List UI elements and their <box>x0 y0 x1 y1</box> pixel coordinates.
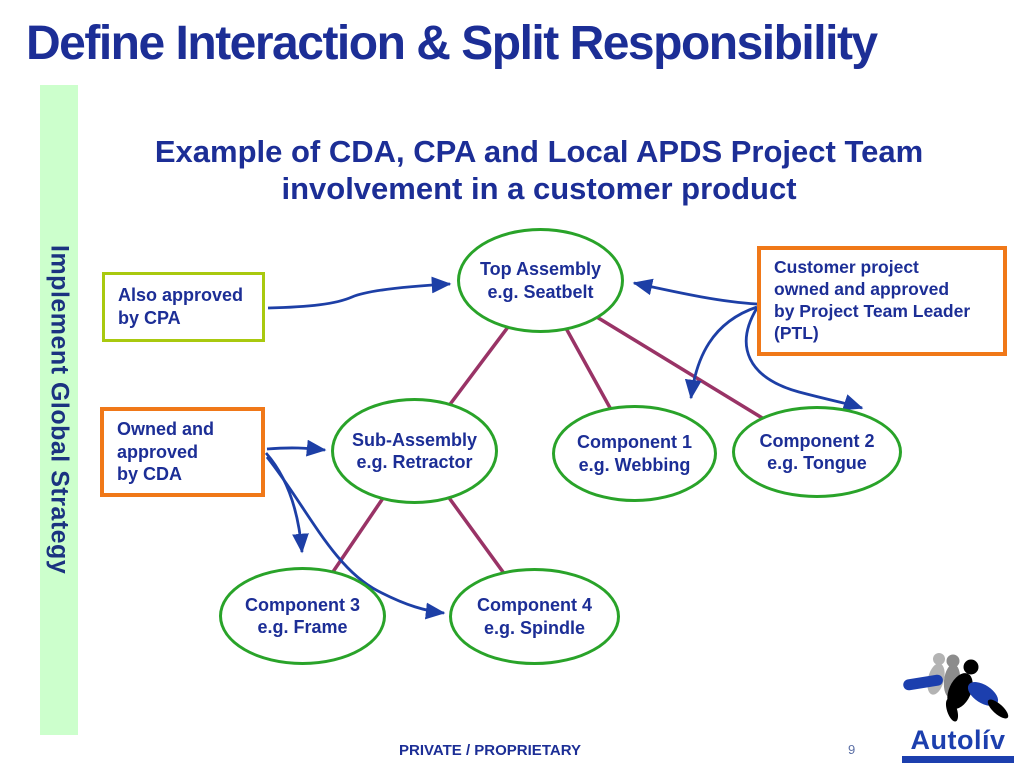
node-sub-assembly <box>331 398 498 504</box>
node-label: e.g. Tongue <box>767 453 867 473</box>
logo-underline-bar <box>902 756 1014 763</box>
node-component-1 <box>552 405 717 502</box>
node-component-2 <box>732 406 902 498</box>
node-top-assembly <box>457 228 624 333</box>
node-label: Top Assembly <box>479 259 602 279</box>
node-label: Component 1 <box>577 432 692 452</box>
node-label: Component 4 <box>477 595 592 615</box>
label-line: (PTL) <box>774 322 819 343</box>
node-component-4 <box>449 568 620 665</box>
page-number: 9 <box>848 742 856 757</box>
label-box-cpa <box>102 272 265 342</box>
node-label: Component 2 <box>759 430 875 451</box>
label-line: Also approved <box>118 285 244 306</box>
node-label: Component 3 <box>245 594 360 615</box>
arrow-cpa-to-top <box>268 284 450 308</box>
arrow-customer-to-top <box>634 283 757 304</box>
label-line: approved <box>117 441 199 462</box>
label-line: owned and approved <box>774 279 950 300</box>
node-label: e.g. Frame <box>257 617 348 637</box>
node-label: e.g. Webbing <box>578 454 691 475</box>
label-box-customer <box>757 246 1007 356</box>
node-component-3 <box>219 567 386 665</box>
arrow-cda-to-comp3 <box>266 453 302 552</box>
label-line: by CDA <box>117 464 183 485</box>
page-title: Define Interaction & Split Responsibility <box>26 17 877 70</box>
label-line: by Project Team Leader <box>774 301 971 321</box>
arrow-cda-to-sub <box>267 448 325 450</box>
node-label: e.g. Seatbelt <box>487 281 594 302</box>
footer-confidentiality: PRIVATE / PROPRIETARY <box>399 742 581 759</box>
label-line: Owned and <box>117 418 215 439</box>
node-label: Sub-Assembly <box>351 429 478 450</box>
label-line: Customer project <box>774 257 919 278</box>
node-label: e.g. Spindle <box>483 617 585 638</box>
label-line: by CPA <box>118 308 181 328</box>
autoliv-runner-icon <box>899 650 1017 722</box>
autoliv-logo <box>898 650 1018 763</box>
autoliv-wordmark: Autolív <box>910 725 1006 755</box>
subtitle-line2: involvement in a customer product <box>281 170 797 206</box>
node-label: e.g. Retractor <box>356 452 473 472</box>
subtitle-line1: Example of CDA, CPA and Local APDS Project Team <box>154 134 924 169</box>
label-box-cda <box>100 407 265 497</box>
sidebar-label: Implement Global Strategy <box>45 245 74 575</box>
